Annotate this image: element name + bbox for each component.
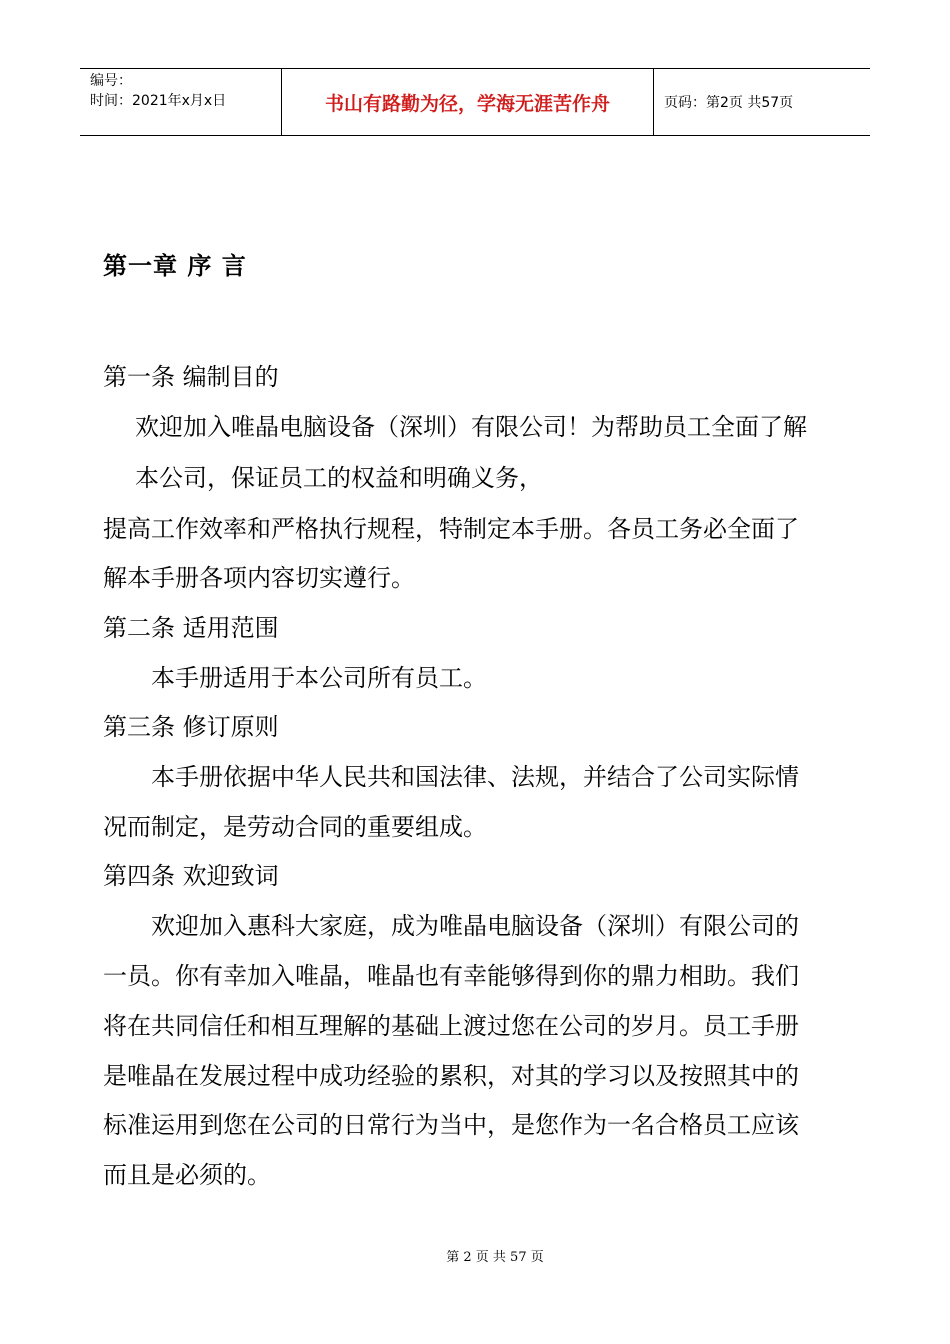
chapter-title: 第一章 序 言 (103, 252, 247, 280)
number-label: 编号： (90, 73, 132, 89)
article-3-title: 第三条 修订原则 (103, 713, 279, 741)
article-1-title: 第一条 编制目的 (103, 363, 279, 391)
article-1-line-2: 本公司，保证员工的权益和明确义务， (135, 464, 543, 492)
article-4-line-6: 而且是必须的。 (103, 1161, 271, 1189)
article-4-line-5: 标准运用到您在公司的日常行为当中，是您作为一名合格员工应该 (103, 1111, 799, 1139)
time-label: 时间：2021年x月x日 (90, 93, 227, 109)
header-motto: 书山有路勤为径，学海无涯苦作舟 (282, 69, 654, 135)
article-1-line-4: 解本手册各项内容切实遵行。 (103, 564, 415, 592)
article-4-line-1: 欢迎加入惠科大家庭，成为唯晶电脑设备（深圳）有限公司的 (151, 912, 799, 940)
article-1-line-1: 欢迎加入唯晶电脑设备（深圳）有限公司！为帮助员工全面了解 (135, 413, 807, 441)
article-4-line-4: 是唯晶在发展过程中成功经验的累积，对其的学习以及按照其中的 (103, 1062, 799, 1090)
page-header (80, 68, 870, 136)
article-4-line-3: 将在共同信任和相互理解的基础上渡过您在公司的岁月。员工手册 (103, 1012, 799, 1040)
article-2-title: 第二条 适用范围 (103, 614, 279, 642)
article-1-line-3: 提高工作效率和严格执行规程，特制定本手册。各员工务必全面了 (103, 515, 799, 543)
article-4-line-2: 一员。你有幸加入唯晶，唯晶也有幸能够得到你的鼎力相助。我们 (103, 962, 799, 990)
article-3-line-2: 况而制定，是劳动合同的重要组成。 (103, 813, 487, 841)
article-4-title: 第四条 欢迎致词 (103, 862, 279, 890)
article-2-line-1: 本手册适用于本公司所有员工。 (151, 664, 487, 692)
header-meta (80, 69, 282, 135)
page-footer: 第 2 页 共 57 页 (446, 1250, 544, 1265)
header-page-info: 页码：第2页 共57页 (664, 95, 794, 111)
article-3-line-1: 本手册依据中华人民共和国法律、法规，并结合了公司实际情 (151, 763, 799, 791)
